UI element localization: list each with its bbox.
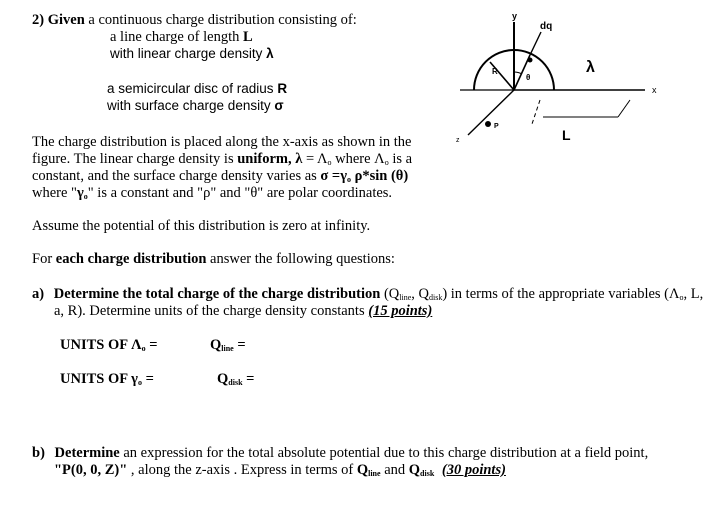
dq-dot [528, 58, 533, 63]
line-charge-intro: a line charge of length [110, 29, 243, 45]
q-disk-subscript: disk [420, 469, 435, 478]
q-line-subscript: line [399, 293, 412, 302]
units-gamma-label: UNITS OF γ [60, 371, 138, 387]
q-disk-label: Q [217, 371, 229, 387]
description-line-2 [32, 151, 412, 168]
q-disk-subscript: disk [428, 293, 443, 302]
length-label: L [562, 127, 571, 143]
for-each-statement [32, 251, 395, 268]
disc-density-item [107, 98, 284, 113]
description-line-3 [32, 168, 408, 185]
part-a-text-2: a, R). Determine units of the charge density constants [54, 303, 369, 319]
q-line-label: Q [356, 462, 369, 478]
problem-header [32, 12, 357, 29]
part-a-rest: ) in terms of the appropriate variables (Λ [442, 286, 680, 302]
description-text-3a: constant, and the surface charge density varies as [32, 168, 321, 184]
equals-sign: = [233, 337, 246, 353]
subscript-o: o [141, 344, 146, 353]
disc-item [107, 81, 287, 96]
equals-sign: = [242, 371, 255, 387]
q-line-subscript: line [221, 344, 234, 353]
subscript-o: o [679, 293, 684, 302]
lambda-label: λ [586, 59, 595, 76]
part-b-text-2: , along the z-axis . Express in terms of [127, 462, 357, 478]
equals-sign: = [145, 337, 158, 353]
description-line-4 [32, 185, 392, 202]
subscript-o: o [384, 158, 389, 167]
line-length-symbol: L [243, 29, 253, 45]
disc-density-intro: with surface charge density [107, 98, 275, 113]
description-text-2a: figure. The linear charge density is [32, 151, 238, 167]
part-a-q-mid: , Q [411, 286, 429, 302]
dq-label: dq [540, 21, 553, 32]
description-text-2d: is a [388, 151, 413, 167]
description-text-4a: where " [32, 185, 77, 201]
sigma-formula-rest: ρ*sin (θ) [350, 168, 409, 184]
part-a-q-open: (Q [380, 286, 400, 302]
q-disk-subscript: disk [228, 378, 243, 387]
part-b-label: b) [32, 445, 45, 461]
line-density-item [110, 46, 274, 61]
for-each-text-c: answer the following questions: [206, 251, 395, 267]
line-charge-item [110, 29, 253, 46]
part-a-line-2 [54, 303, 432, 320]
given-text: a continuous charge distribution consisting of: [88, 12, 357, 28]
part-b-bold: Determine [54, 445, 120, 461]
lambda-symbol: λ [266, 46, 274, 61]
and-word: and [380, 462, 409, 478]
units-lambda-label: UNITS OF Λ [60, 337, 142, 353]
charge-distribution-figure [440, 0, 728, 170]
subscript-o: o [83, 192, 88, 201]
z-axis [468, 90, 514, 135]
x-axis-label: x [652, 85, 657, 95]
q-disk-row [217, 371, 254, 388]
lambda-symbol-inline: λ [291, 151, 303, 167]
disc-radius-symbol: R [277, 81, 288, 96]
units-gamma-row [60, 371, 154, 388]
line-charge-left-end [532, 100, 540, 124]
part-a-bold: Determine the total charge of the charge distribution [53, 286, 381, 302]
gamma-symbol: γ [76, 185, 84, 201]
subscript-o: o [327, 158, 332, 167]
z-axis-label: z [456, 137, 460, 144]
sigma-formula: σ =γ [320, 168, 347, 184]
uniform-word: uniform, [237, 151, 292, 167]
q-line-subscript: line [368, 469, 381, 478]
part-a-points: (15 points) [368, 303, 433, 319]
subscript-o: o [346, 175, 351, 184]
description-text-1: The charge distribution is placed along the x-axis as shown in the [32, 134, 412, 150]
units-lambda-row [60, 337, 157, 354]
description-line-1 [32, 134, 411, 151]
assume-statement: Assume the potential of this distribution is zero at infinity. [32, 218, 371, 234]
theta-label: θ [526, 73, 531, 82]
part-b-line-1 [32, 445, 648, 462]
problem-number: 2) [32, 12, 45, 28]
part-a-label: a) [32, 286, 45, 302]
subscript-o: o [137, 378, 142, 387]
r-label: R [492, 67, 498, 76]
q-line-row [210, 337, 246, 354]
theta-arc [514, 72, 522, 74]
part-a-line-1 [32, 286, 703, 303]
point-p-dot [485, 121, 491, 127]
dq-pointer [530, 32, 541, 55]
description-text-2b: = Λ [302, 151, 328, 167]
part-a-rest2: , L, [683, 286, 704, 302]
given-label: Given [47, 12, 85, 28]
disc-intro: a semicircular disc of radius [107, 81, 278, 96]
for-each-text-a: For [32, 251, 56, 267]
q-line-label: Q [210, 337, 222, 353]
part-b-text: an expression for the total absolute potential due to this charge distribution at a field point, [119, 445, 649, 461]
for-each-bold: each charge distribution [55, 251, 207, 267]
sigma-symbol: σ [274, 98, 284, 113]
equals-sign: = [141, 371, 154, 387]
description-text-4b: " is a constant and "ρ" and "θ" are polar coordinates. [87, 185, 393, 201]
line-charge-right-end [618, 100, 630, 117]
y-axis-label: y [512, 11, 518, 21]
part-b-line-2 [54, 462, 506, 479]
line-density-intro: with linear charge density [110, 46, 267, 61]
field-point: "P(0, 0, Z)" [54, 462, 128, 478]
p-label: P [494, 123, 499, 130]
q-disk-label: Q [408, 462, 421, 478]
part-b-points: (30 points) [441, 462, 506, 478]
description-text-2c: where Λ [331, 151, 385, 167]
